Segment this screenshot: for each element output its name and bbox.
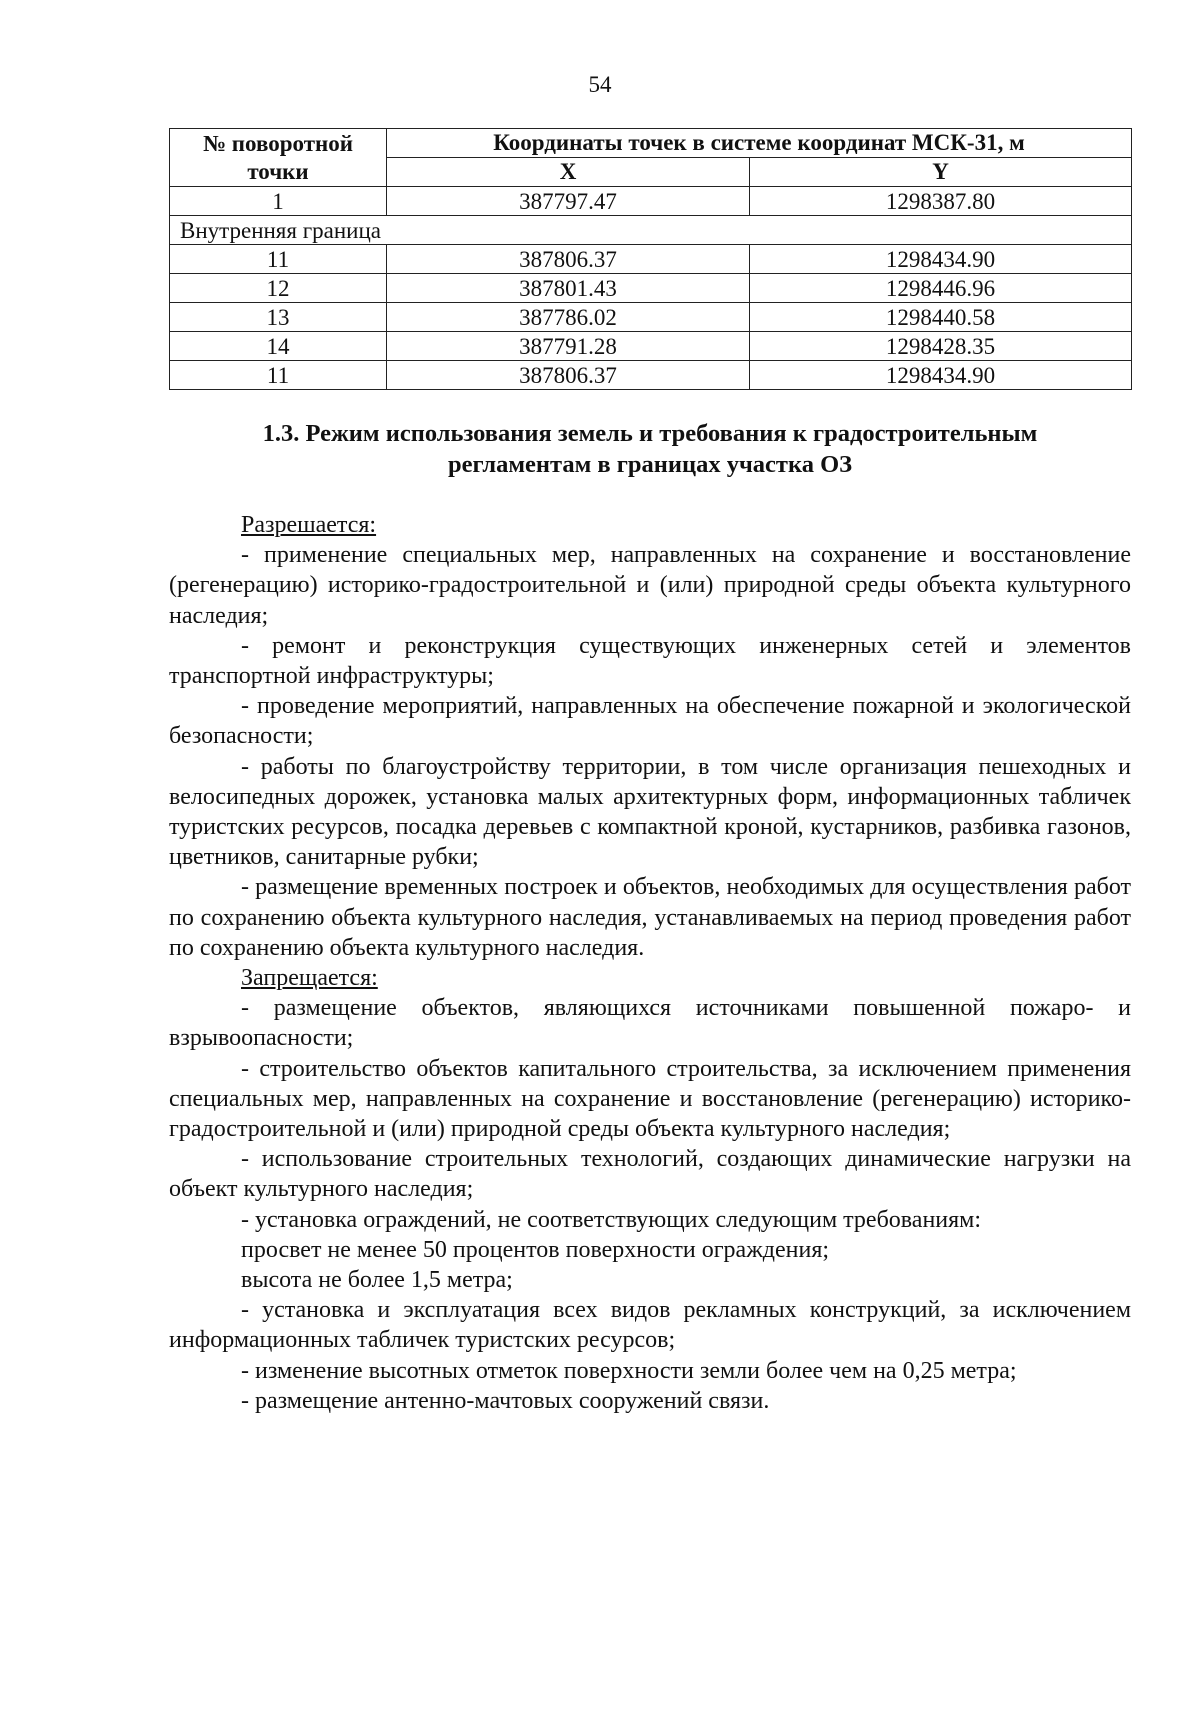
- y-cell: 1298428.35: [750, 332, 1132, 361]
- point-number-header: № поворотной точки: [170, 129, 387, 187]
- y-cell: 1298387.80: [750, 187, 1132, 216]
- table-row: [170, 245, 1132, 274]
- forbidden-item: - размещение объектов, являющихся источниками повышенной пожаро- и взрывоопасности;: [169, 995, 1131, 1052]
- table-row: [170, 303, 1132, 332]
- x-cell: 387791.28: [387, 332, 750, 361]
- point-cell: 14: [170, 332, 387, 361]
- section-title: [169, 418, 1131, 480]
- y-header: Y: [750, 158, 1132, 187]
- point-cell: 11: [170, 245, 387, 274]
- x-cell: 387806.37: [387, 361, 750, 390]
- allowed-heading: Разрешается:: [241, 512, 377, 538]
- forbidden-subitem: просвет не менее 50 процентов поверхности ограждения;: [241, 1236, 830, 1263]
- y-cell: 1298446.96: [750, 274, 1132, 303]
- forbidden-item: - строительство объектов капитального строительства, за исключением применения специальных мер, направленных на сохранение и восстановление (регенерацию) историко-градостроительной и (или) природной среды объекта культурного наследия;: [169, 1055, 1131, 1143]
- point-cell: 12: [170, 274, 387, 303]
- forbidden-item: - установка ограждений, не соответствующих следующим требованиям:: [241, 1206, 982, 1233]
- forbidden-item: - размещение антенно-мачтовых сооружений связи.: [241, 1387, 770, 1414]
- table-row: [170, 361, 1132, 390]
- y-cell: 1298440.58: [750, 303, 1132, 332]
- forbidden-item: - установка и эксплуатация всех видов рекламных конструкций, за исключением информационных табличек туристских ресурсов;: [169, 1297, 1131, 1354]
- forbidden-subitem: высота не более 1,5 метра;: [241, 1267, 513, 1294]
- section-title-line: регламентам в границах участка ОЗ: [447, 451, 853, 478]
- table-section-row: [170, 216, 1132, 245]
- section-title-line: 1.3. Режим использования земель и требования к градостроительным: [262, 420, 1038, 447]
- allowed-item: - применение специальных мер, направленных на сохранение и восстановление (регенерацию) историко-градостроительной и (или) природной среды объекта культурного наследия;: [169, 542, 1131, 629]
- forbidden-heading: Запрещается:: [241, 965, 378, 992]
- table-row: [170, 332, 1132, 361]
- x-header: X: [387, 158, 750, 187]
- body-text: [169, 510, 1131, 1416]
- table-row: [170, 187, 1132, 216]
- point-cell: 11: [170, 361, 387, 390]
- inner-boundary-label: Внутренняя граница: [170, 216, 1132, 245]
- x-cell: 387786.02: [387, 303, 750, 332]
- x-cell: 387797.47: [387, 187, 750, 216]
- y-cell: 1298434.90: [750, 361, 1132, 390]
- x-cell: 387806.37: [387, 245, 750, 274]
- page-number: 54: [588, 72, 612, 97]
- table-row: [170, 274, 1132, 303]
- forbidden-item: - изменение высотных отметок поверхности земли более чем на 0,25 метра;: [241, 1357, 1017, 1384]
- point-cell: 13: [170, 303, 387, 332]
- forbidden-item: - использование строительных технологий, создающих динамические нагрузки на объект культурного наследия;: [169, 1146, 1131, 1203]
- allowed-item: - проведение мероприятий, направленных на обеспечение пожарной и экологической безопасности;: [169, 693, 1131, 750]
- allowed-item: - работы по благоустройству территории, в том числе организация пешеходных и велосипедных дорожек, установка малых архитектурных форм, информационных табличек туристских ресурсов, посадка деревьев с компактной кроной, кустарников, разбивка газонов, цветников, санитарные рубки;: [169, 753, 1131, 871]
- coordinates-table: [169, 128, 1132, 390]
- allowed-item: - ремонт и реконструкция существующих инженерных сетей и элементов транспортной инфраструктуры;: [169, 632, 1131, 690]
- allowed-item: - размещение временных построек и объектов, необходимых для осуществления работ по сохранению объекта культурного наследия, устанавливаемых на период проведения работ по сохранению объекта культурного наследия.: [169, 874, 1131, 961]
- coordinates-header: Координаты точек в системе координат МСК-31, м: [387, 129, 1132, 158]
- point-cell: 1: [170, 187, 387, 216]
- y-cell: 1298434.90: [750, 245, 1132, 274]
- x-cell: 387801.43: [387, 274, 750, 303]
